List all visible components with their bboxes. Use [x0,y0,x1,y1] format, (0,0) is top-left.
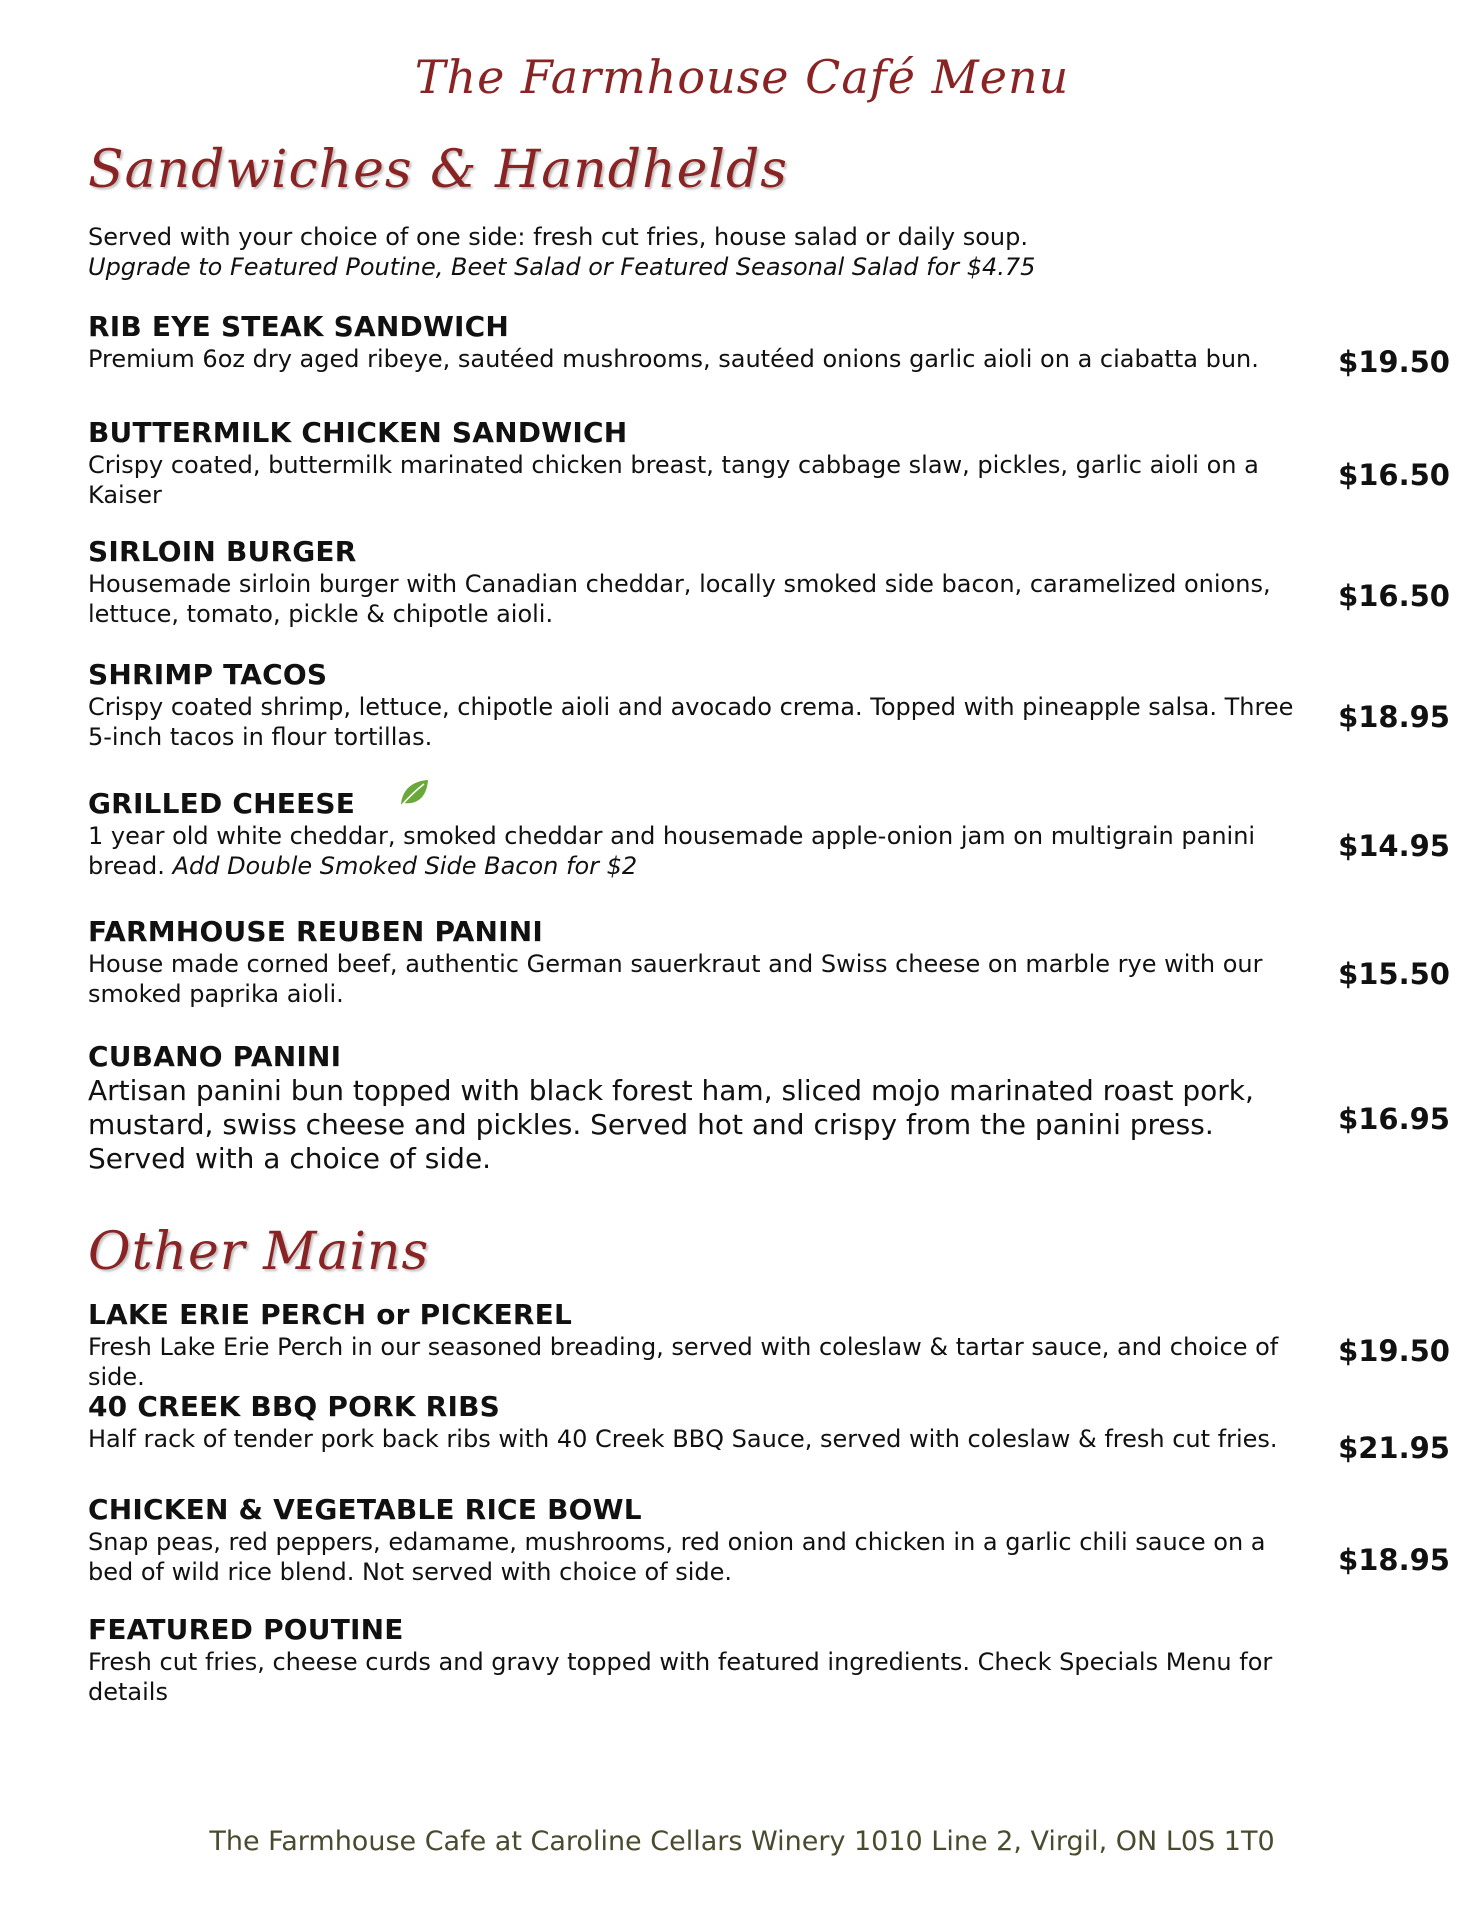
item-name: CUBANO PANINI [88,1040,342,1073]
menu-item [88,1298,1298,1392]
menu-item [88,1040,1298,1176]
item-description: Artisan panini bun topped with black forest ham, sliced mojo marinated roast pork, mustard, swiss cheese and pickles. Served hot and crispy from the panini press. Served with a choice of side. [88,1074,1254,1175]
item-description: Premium 6oz dry aged ribeye, sautéed mushrooms, sautéed onions garlic aioli on a ciabatta bun. [88,345,1259,373]
item-price: $18.95 [1338,700,1450,734]
item-price: $18.95 [1338,1543,1450,1577]
item-name: LAKE ERIE PERCH or PICKEREL [88,1298,573,1331]
item-description-text: 1 year old white cheddar, smoked cheddar and housemade apple-onion jam on multigrain panini bread. [88,822,1256,880]
menu-item [88,1613,1298,1707]
intro-sides-text: Served with your choice of one side: fresh cut fries, house salad or daily soup. [88,223,1028,251]
menu-item [88,310,1298,374]
item-price: $19.50 [1338,345,1450,379]
menu-item [88,787,1298,881]
item-description: Fresh cut fries, cheese curds and gravy topped with featured ingredients. Check Specials Menu for details [88,1648,1273,1706]
menu-item [88,535,1298,629]
menu-item [88,658,1298,752]
item-name: SHRIMP TACOS [88,658,328,691]
intro-upgrade-text: Upgrade to Featured Poutine, Beet Salad or Featured Seasonal Salad for $4.75 [88,253,1036,281]
item-name: FARMHOUSE REUBEN PANINI [88,915,544,948]
item-description: Half rack of tender pork back ribs with 40 Creek BBQ Sauce, served with coleslaw & fresh cut fries. [88,1425,1278,1453]
section-intro [88,222,1035,282]
item-description: Crispy coated shrimp, lettuce, chipotle aioli and avocado crema. Topped with pineapple salsa. Three 5-inch tacos in flour tortillas. [88,693,1294,751]
menu-title: The Farmhouse Café Menu [414,50,1070,104]
item-price: $16.50 [1338,579,1450,613]
item-addon-text: Add Double Smoked Side Bacon for $2 [172,852,638,880]
leaf-icon [398,778,430,808]
section-title-sandwiches: Sandwiches & Handhelds [88,140,788,200]
item-price: $14.95 [1338,829,1450,863]
item-price: $19.50 [1338,1334,1450,1368]
item-price: $21.95 [1338,1431,1450,1465]
menu-item [88,1493,1298,1587]
item-description: Housemade sirloin burger with Canadian cheddar, locally smoked side bacon, caramelized onions, lettuce, tomato, pickle & chipotle aioli. [88,570,1271,628]
menu-item [88,416,1298,510]
item-price: $16.95 [1338,1102,1450,1136]
item-name: CHICKEN & VEGETABLE RICE BOWL [88,1493,642,1526]
item-description: Crispy coated, buttermilk marinated chicken breast, tangy cabbage slaw, pickles, garlic aioli on a Kaiser [88,451,1259,509]
section-title-other-mains: Other Mains [88,1222,430,1282]
footer-address: The Farmhouse Cafe at Caroline Cellars Winery 1010 Line 2, Virgil, ON L0S 1T0 [209,1826,1275,1857]
item-name: SIRLOIN BURGER [88,535,357,568]
item-description: House made corned beef, authentic German sauerkraut and Swiss cheese on marble rye with our smoked paprika aioli. [88,950,1263,1008]
menu-item [88,1390,1298,1454]
menu-item [88,915,1298,1009]
item-name: RIB EYE STEAK SANDWICH [88,310,510,343]
item-name: 40 CREEK BBQ PORK RIBS [88,1390,500,1423]
item-description [88,821,1298,881]
item-name: GRILLED CHEESE [88,787,356,820]
item-description: Snap peas, red peppers, edamame, mushrooms, red onion and chicken in a garlic chili sauce on a bed of wild rice blend. Not served with choice of side. [88,1528,1266,1586]
item-price: $16.50 [1338,458,1450,492]
item-name: BUTTERMILK CHICKEN SANDWICH [88,416,628,449]
item-description: Fresh Lake Erie Perch in our seasoned breading, served with coleslaw & tartar sauce, and choice of side. [88,1333,1279,1391]
item-price: $15.50 [1338,957,1450,991]
item-name: FEATURED POUTINE [88,1613,404,1646]
